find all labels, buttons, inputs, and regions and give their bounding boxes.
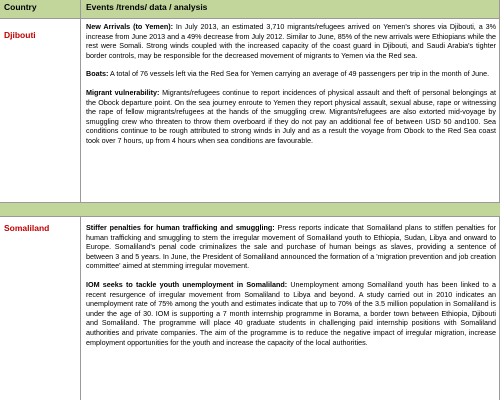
paragraph-migrant-vulnerability	[86, 88, 496, 146]
heading-new-arrivals: New Arrivals (to Yemen):	[86, 22, 173, 31]
text-migrant-vulnerability: Migrants/refugees continue to report incidences of physical assault and theft of personal belongings at the Obock departure point. On the sea journey enroute to Yemen they report physical assault, sexual abuse, rape or witnessing the rape of fellow migrants/refugees at the hands of the smuggling crew. Migrants/refugees are also extorted mid-voyage by smuggling crew who threaten to throw them overboard if they do not pay an additional fee of between USD 50 and100. Sea conditions continue to be rough attributed to strong winds in July and as a result the voyage from Obock to the Red Sea coast took over 7 hours, up from 4 hours when sea conditions are favourable.	[86, 87, 497, 145]
paragraph-new-arrivals	[86, 22, 496, 60]
text-boats: A total of 76 vessels left via the Red Sea for Yemen carrying an average of 49 passengers per trip in the month of June.	[108, 69, 490, 79]
heading-migrant-vulnerability: Migrant vulnerability:	[86, 87, 160, 97]
text-stiffer-penalties: Press reports indicate that Somaliland plans to stiffen penalties for human trafficking and smuggling to stem the irregular movement of Somaliland youth to Ethiopia, Sudan, Libya and onward to Europe. Somaliland's penal code criminalizes the sale and purchase of human beings as slaves, providing a sentence of between 3 and 5 years. In June, the President of Somaliland announced the formation of a 'migration prevention and job creation committee' aimed at stemming irregular movement.	[86, 223, 496, 271]
country-djibouti: Djibouti	[4, 30, 36, 40]
row-separator-band	[0, 202, 500, 217]
text-new-arrivals: In July 2013, an estimated 3,710 migrants/refugees arrived on Yemen's shores via Djibouti, a 3% increase from June 2013 and a 49% decrease from July 2012. Similar to June, 85% of the new arrivals were Ethiopians while the rest were Somali. Strong winds coupled with the increased capacity of the coast guard in Djibouti, and Saudi Arabia's tighter border controls, may be responsible for the decreased movement of migrants to Yemen via the Red sea.	[86, 22, 496, 60]
somaliland-events-cell	[86, 223, 496, 356]
paragraph-youth-unemployment	[86, 280, 496, 347]
column-divider	[80, 0, 81, 400]
paragraph-boats	[86, 69, 496, 79]
header-country: Country	[4, 2, 37, 12]
header-events: Events /trends/ data / analysis	[86, 2, 208, 12]
table-header	[0, 0, 500, 19]
heading-youth-unemployment: IOM seeks to tackle youth unemployment in Somaliland:	[86, 279, 288, 289]
djibouti-events-cell	[86, 22, 496, 155]
country-somaliland: Somaliland	[4, 223, 50, 233]
text-youth-unemployment: Unemployment among Somaliland youth has been linked to a recent resurgence of irregular movement from Somaliland to Libya and beyond. A study carried out in 2010 indicates an unemployment rate of 75% among the youth and estimates indicate that up to 70% of the 3.5 million population in Somaliland is under the age of 30. IOM is supporting a 7 month internship programme in Borama, a border town between Ethiopia, Djibouti and Somaliland. The programme will place 40 graduate students in challenging paid internship positions with Somaliland authorities and private companies. The aim of the programme is to reduce the negative impact of irregular migration, increase employment opportunities for the youth and increase the capacity of the local authorities.	[86, 279, 496, 347]
heading-boats: Boats:	[86, 69, 109, 79]
paragraph-stiffer-penalties	[86, 223, 496, 271]
heading-stiffer-penalties: Stiffer penalties for human trafficking and smuggling:	[86, 223, 275, 232]
